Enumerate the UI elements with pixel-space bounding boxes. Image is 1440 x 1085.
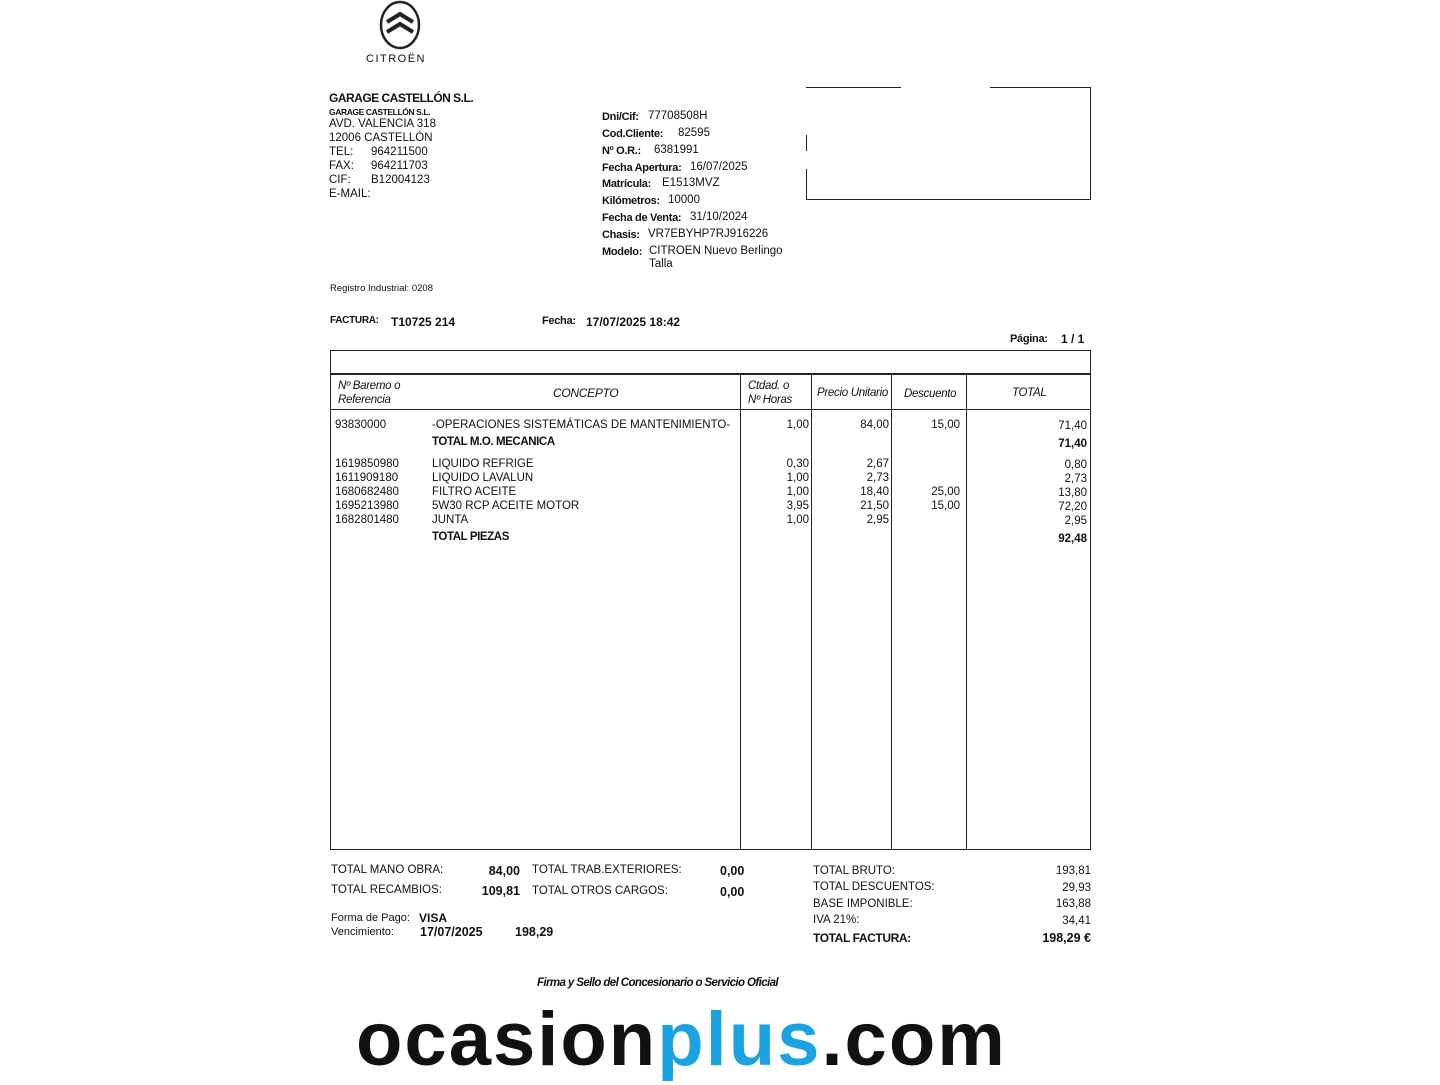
table-top-divider: [330, 373, 1091, 375]
row-total: 71,40: [1058, 420, 1087, 432]
client-value: 6381991: [654, 144, 699, 156]
row-ref: 1680682480: [335, 486, 399, 498]
row-total: 92,48: [1058, 533, 1087, 545]
recambios-value: 109,81: [481, 884, 520, 898]
row-total: 71,40: [1058, 438, 1087, 450]
row-qty: 1,00: [786, 486, 809, 498]
company-address: AVD. VALENCIA 318: [329, 118, 436, 130]
mano-obra-value: 84,00: [488, 864, 520, 878]
fecha-label: Fecha:: [542, 315, 576, 327]
client-label: Fecha de Venta:: [602, 212, 682, 224]
row-total: 2,95: [1064, 515, 1087, 527]
cif-value: B12004123: [371, 174, 430, 186]
client-label: Cod.Cliente:: [602, 128, 664, 140]
row-qty: 1,00: [786, 514, 809, 526]
row-concepto: -OPERACIONES SISTEMÁTICAS DE MANTENIMIENTO-: [432, 419, 731, 431]
table-header-divider: [330, 409, 1091, 410]
row-concepto: LIQUIDO REFRIGE: [432, 458, 534, 470]
venc-fecha: 17/07/2025: [420, 925, 483, 939]
logo-part-plus: plus: [657, 997, 822, 1082]
client-value: 10000: [668, 194, 700, 206]
descuentos-label: TOTAL DESCUENTOS:: [813, 881, 935, 893]
client-value: 31/10/2024: [690, 211, 748, 223]
factura-number: T10725 214: [391, 315, 456, 329]
row-precio: 84,00: [860, 419, 889, 431]
recambios-label: TOTAL RECAMBIOS:: [331, 884, 442, 896]
header-ref2: Referencia: [338, 394, 391, 406]
iva-label: IVA 21%:: [813, 914, 860, 926]
base-label: BASE IMPONIBLE:: [813, 898, 913, 910]
client-label: Chasis:: [602, 229, 640, 241]
client-value: 16/07/2025: [690, 161, 748, 173]
header-total: TOTAL: [1012, 387, 1047, 399]
row-precio: 2,67: [866, 458, 889, 470]
total-factura-label: TOTAL FACTURA:: [813, 931, 911, 945]
row-concepto: TOTAL M.O. MECANICA: [432, 436, 555, 448]
otros-label: TOTAL OTROS CARGOS:: [532, 885, 668, 897]
col-divider: [891, 375, 892, 849]
row-total: 72,20: [1058, 501, 1087, 513]
client-label: Dni/Cif:: [602, 111, 639, 123]
row-precio: 2,95: [866, 514, 889, 526]
iva-value: 34,41: [1062, 915, 1091, 927]
row-total: 13,80: [1058, 487, 1087, 499]
tel-value: 964211500: [371, 146, 428, 158]
trab-ext-value: 0,00: [720, 864, 745, 878]
row-concepto: JUNTA: [432, 514, 469, 526]
header-descuento: Descuento: [904, 388, 957, 400]
fax-value: 964211703: [371, 160, 428, 172]
client-value: 77708508H: [648, 110, 708, 122]
client-label: Nº O.R.:: [602, 145, 641, 157]
row-qty: 1,00: [786, 472, 809, 484]
row-qty: 3,95: [786, 500, 809, 512]
row-qty: 1,00: [786, 419, 809, 431]
fax-label: FAX:: [329, 160, 354, 172]
header-qty: Ctdad. o: [748, 380, 790, 392]
col-divider: [811, 375, 812, 849]
client-label: Modelo:: [602, 246, 643, 258]
row-concepto: FILTRO ACEITE: [432, 486, 517, 498]
row-concepto: LIQUIDO LAVALUN: [432, 472, 534, 484]
client-value: CITROEN Nuevo Berlingo: [649, 245, 783, 257]
cif-label: CIF:: [329, 174, 351, 186]
client-label: Fecha Apertura:: [602, 162, 682, 174]
ocasionplus-logo: [356, 995, 1007, 1085]
company-sub: GARAGE CASTELLÓN S.L.: [329, 107, 431, 117]
bruto-value: 193,81: [1055, 865, 1091, 877]
col-divider: [740, 375, 741, 849]
client-label: Kilómetros:: [602, 195, 660, 207]
client-value: E1513MVZ: [662, 177, 720, 189]
row-concepto: 5W30 RCP ACEITE MOTOR: [432, 500, 580, 512]
client-label: Matrícula:: [602, 178, 651, 190]
brand-name: CITROËN: [366, 53, 426, 65]
row-total: 0,80: [1064, 459, 1087, 471]
citroen-logo: [378, 0, 422, 50]
total-factura-value: 198,29 €: [1042, 931, 1091, 945]
venc-label: Vencimiento:: [331, 926, 394, 938]
header-precio: Precio Unitario: [817, 387, 888, 399]
pagina-label: Página:: [1010, 333, 1048, 345]
base-value: 163,88: [1055, 898, 1091, 910]
row-ref: 1695213980: [335, 500, 399, 512]
row-descuento: 25,00: [931, 486, 960, 498]
company-city: 12006 CASTELLÓN: [329, 132, 433, 144]
row-precio: 18,40: [860, 486, 889, 498]
row-total: 2,73: [1064, 473, 1087, 485]
pago-value: VISA: [419, 911, 448, 925]
logo-part-com: .com: [821, 997, 1007, 1082]
descuentos-value: 29,93: [1062, 882, 1091, 894]
row-ref: 1619850980: [335, 458, 399, 470]
factura-label: FACTURA:: [330, 315, 379, 326]
client-value: VR7EBYHP7RJ916226: [648, 228, 769, 240]
row-ref: 93830000: [335, 419, 387, 431]
otros-value: 0,00: [720, 885, 745, 899]
logo-part-ocasion: ocasion: [356, 997, 658, 1082]
row-ref: 1682801480: [335, 514, 399, 526]
row-precio: 2,73: [866, 472, 889, 484]
row-concepto: TOTAL PIEZAS: [432, 531, 509, 543]
bruto-label: TOTAL BRUTO:: [813, 865, 896, 877]
row-precio: 21,50: [860, 500, 889, 512]
fecha-value: 17/07/2025 18:42: [586, 315, 681, 329]
row-ref: 1611909180: [335, 472, 399, 484]
company-name: GARAGE CASTELLÓN S.L.: [329, 91, 474, 105]
tel-label: TEL:: [329, 146, 354, 158]
venc-importe: 198,29: [515, 925, 554, 939]
pago-label: Forma de Pago:: [331, 912, 410, 924]
row-qty: 0,30: [786, 458, 809, 470]
mano-obra-label: TOTAL MANO OBRA:: [331, 864, 444, 876]
col-divider: [966, 375, 967, 849]
pagina-value: 1 / 1: [1061, 332, 1085, 346]
registro-industrial: Registro Industrial: 0208: [330, 283, 433, 294]
address-box: [806, 87, 1091, 200]
trab-ext-label: TOTAL TRAB.EXTERIORES:: [532, 864, 682, 876]
row-descuento: 15,00: [931, 419, 960, 431]
client-value: 82595: [678, 127, 710, 139]
firma-label: Firma y Sello del Concesionario o Servicio Oficial: [537, 977, 778, 989]
row-descuento: 15,00: [931, 500, 960, 512]
email-label: E-MAIL:: [329, 188, 371, 200]
header-ref: Nº Baremo o: [338, 380, 401, 392]
client-value-2: Talla: [649, 258, 673, 270]
header-qty2: Nº Horas: [748, 394, 792, 406]
header-concepto: CONCEPTO: [553, 386, 619, 400]
